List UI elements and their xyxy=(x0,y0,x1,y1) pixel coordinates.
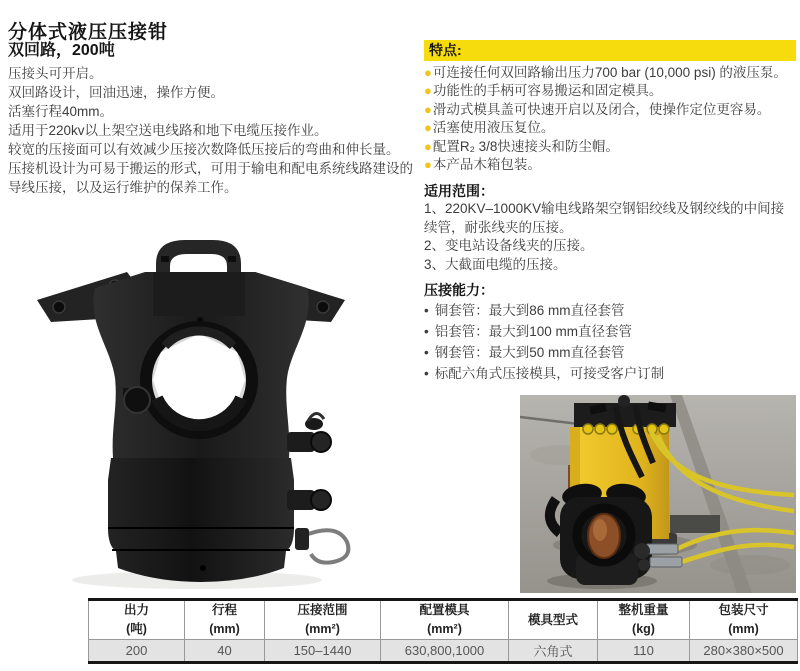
scope-item: 1、220KV–1000KV输电线路架空钢铝绞线及钢绞线的中间接续管，耐张线夹的压接。 xyxy=(424,201,785,235)
header-name: 出力 xyxy=(123,603,149,617)
feature-text: 可连接任何双回路输出压力700 bar (10,000 psi) 的液压泵。 xyxy=(432,64,787,80)
black-bullet-icon: • xyxy=(424,323,429,339)
spec-table-header-row xyxy=(89,600,798,640)
header-unit: (mm²) xyxy=(427,622,462,636)
spec-table xyxy=(88,598,798,664)
features-list xyxy=(424,64,796,175)
capacity-text: 钢套管：最大到50 mm直径套管 xyxy=(434,344,625,360)
capacity-item xyxy=(424,300,796,321)
crimping-tool-product-image xyxy=(15,226,367,596)
header-name: 整机重量 xyxy=(618,603,669,617)
spec-table-header xyxy=(509,600,598,640)
spec-table-header xyxy=(265,600,381,640)
capacity-list xyxy=(424,300,796,384)
spec-table-cell: 110 xyxy=(598,640,690,663)
capacity-text: 标配六角式压接模具，可接受客户订制 xyxy=(434,365,665,381)
header-name: 配置模具 xyxy=(419,603,470,617)
spec-table-cell: 280×380×500 xyxy=(690,640,798,663)
header-name: 包装尺寸 xyxy=(718,603,769,617)
scope-header: 适用范围： xyxy=(424,182,494,199)
description-line: 活塞行程40mm。 xyxy=(8,104,114,119)
description-line: 压接机设计为可易于搬运的形式，可用于输电和配电系统线路建设的导线压接，以及运行维护的保养工作。 xyxy=(8,161,413,195)
features-header: 特点: xyxy=(424,40,796,61)
tool-quick-couplers xyxy=(287,413,348,562)
capacity-header: 压接能力： xyxy=(424,282,494,298)
feature-item xyxy=(424,119,796,138)
yellow-bullet-icon: ● xyxy=(424,138,432,154)
capacity-item xyxy=(424,321,796,342)
right-column xyxy=(424,40,796,384)
yellow-bullet-icon: ● xyxy=(424,83,432,98)
feature-text: 活塞使用液压复位。 xyxy=(432,120,555,135)
spec-table-header xyxy=(598,600,690,640)
feature-item xyxy=(424,138,796,157)
pump-and-tool-photo xyxy=(520,395,796,593)
black-bullet-icon: • xyxy=(424,344,429,360)
spec-table-cell: 40 xyxy=(185,640,265,663)
capacity-text: 铝套管：最大到100 mm直径套管 xyxy=(434,323,633,339)
capacity-item xyxy=(424,363,796,384)
header-unit: (mm²) xyxy=(305,622,340,636)
spec-table-header xyxy=(690,600,798,640)
header-unit: (mm) xyxy=(728,622,759,636)
page-title: 分体式液压压接钳 xyxy=(8,21,169,43)
tool-side-knob xyxy=(123,387,150,413)
header-name: 压接范围 xyxy=(297,603,348,617)
yellow-bullet-icon: ● xyxy=(424,64,432,80)
black-bullet-icon: • xyxy=(424,365,429,381)
feature-text: 滑动式模具盖可快速开启以及闭合，使操作定位更容易。 xyxy=(432,101,771,117)
scope-list xyxy=(424,200,796,274)
spec-table-cell: 630,800,1000 xyxy=(381,640,509,663)
description-line: 较宽的压接面可以有效减少压接次数降低压接后的弯曲和伸长量。 xyxy=(8,142,400,157)
feature-item xyxy=(424,64,796,83)
spec-table-header xyxy=(381,600,509,640)
page-subtitle: 双回路，200吨 xyxy=(8,42,115,59)
description-line: 适用于220kv以上架空送电线路和地下电缆压接作业。 xyxy=(8,123,328,138)
header-unit: (kg) xyxy=(632,622,655,636)
header-unit: (吨) xyxy=(126,622,147,636)
tool-base-cylinder xyxy=(108,458,294,582)
spec-table-value-row xyxy=(89,640,798,663)
hose-couplers xyxy=(634,543,682,571)
yellow-bullet-icon: ● xyxy=(424,101,432,117)
spec-table-header xyxy=(89,600,185,640)
header-name: 行程 xyxy=(211,603,237,617)
yellow-bullet-icon: ● xyxy=(424,157,432,172)
description-line: 双回路设计，回油迅速，操作方便。 xyxy=(8,85,224,100)
scope-item: 3、大截面电缆的压接。 xyxy=(424,256,567,272)
capacity-text: 铜套管：最大到86 mm直径套管 xyxy=(434,302,625,318)
header-name: 模具型式 xyxy=(527,612,578,627)
yellow-bullet-icon: ● xyxy=(424,120,432,135)
description-line: 压接头可开启。 xyxy=(8,66,103,81)
spec-table-cell: 六角式 xyxy=(509,640,598,663)
feature-text: 功能性的手柄可容易搬运和固定模具。 xyxy=(432,83,663,98)
feature-text: 本产品木箱包装。 xyxy=(432,157,541,172)
feature-text: 配置R₂ 3/8快速接头和防尘帽。 xyxy=(432,138,619,154)
hex-die-opening xyxy=(140,321,258,439)
spec-table-cell: 150–1440 xyxy=(265,640,381,663)
scope-item: 2、变电站设备线夹的压接。 xyxy=(424,238,594,253)
capacity-item xyxy=(424,342,796,363)
spec-table-cell: 200 xyxy=(89,640,185,663)
black-bullet-icon: • xyxy=(424,302,429,318)
feature-item xyxy=(424,82,796,101)
feature-item xyxy=(424,101,796,120)
product-description xyxy=(8,64,424,197)
spec-table-header xyxy=(185,600,265,640)
header-unit: (mm) xyxy=(209,622,240,636)
feature-item xyxy=(424,156,796,175)
